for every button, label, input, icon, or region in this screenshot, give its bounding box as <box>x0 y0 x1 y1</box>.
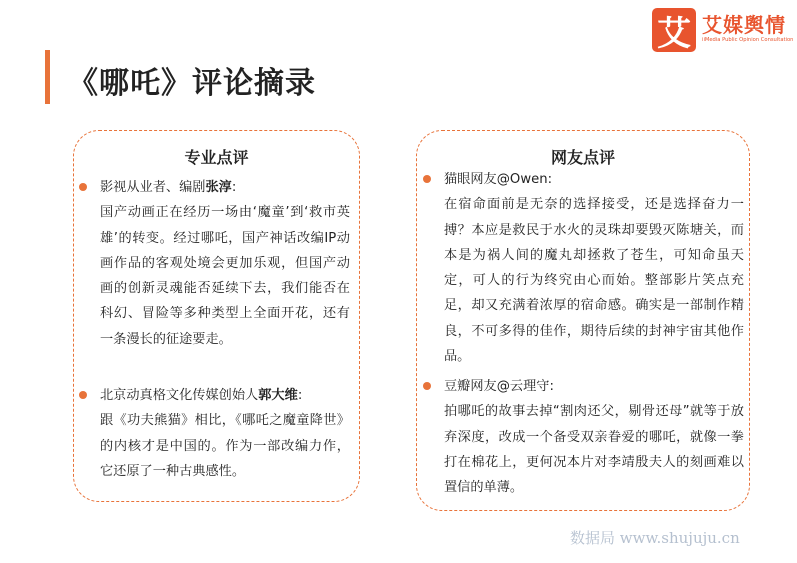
reviewer-name: 豆瓣网友@云理守: <box>444 379 554 394</box>
watermark: 数据局 www.shujuju.cn <box>570 529 740 547</box>
bullet-icon <box>423 175 431 183</box>
review-comment: 国产动画正在经历一场由‘魔童’到‘救市英雄’的转变。经过哪吒，国产神话改编IP动画作品的客观处境会更加乐观，但国产动画的创新灵魂能否延续下去，我们能否在科幻、冒险等多种类型上全面开花，还有一条漫长的征途要走。 <box>100 205 350 347</box>
review-comment: 拍哪吒的故事去掉“割肉还父，剔骨还母”就等于放弃深度，改成一个备受双亲眷爱的哪吒，就像一拳打在棉花上，更何况本片对李靖殷夫人的刻画难以置信的单薄。 <box>444 404 744 496</box>
review-entry <box>100 175 350 352</box>
review-entry <box>100 383 350 484</box>
reviewer-line <box>444 374 744 399</box>
logo-subtitle: iiMedia Public Opinion Consultation <box>702 37 794 43</box>
panel-title: 网友点评 <box>550 148 615 167</box>
netizen-reviews-panel <box>416 130 750 511</box>
logo-name: 艾媒舆情 <box>702 13 786 37</box>
bullet-icon <box>79 391 87 399</box>
review-comment: 跟《功夫熊猫》相比，《哪吒之魔童降世》的内核才是中国的。作为一部改编力作，它还原了一种古典感性。 <box>100 413 350 479</box>
reviewer-title: 北京动真格文化传媒创始人 <box>100 388 259 403</box>
reviewer-title: 影视从业者、编剧 <box>100 180 206 195</box>
reviewer-line <box>100 383 350 408</box>
reviewer-name: 郭大维 <box>258 388 298 403</box>
brand-logo <box>652 8 797 56</box>
reviewer-name: 猫眼网友@Owen: <box>444 172 553 187</box>
professional-reviews-panel <box>73 130 360 502</box>
page-title: 《哪吒》评论摘录 <box>68 66 316 101</box>
bullet-icon <box>79 183 87 191</box>
reviewer-colon: : <box>231 180 237 195</box>
review-entry <box>444 167 744 369</box>
reviewer-name: 张淳 <box>205 180 232 195</box>
review-entry <box>444 374 744 500</box>
logo-mark-icon: 艾 <box>652 8 696 52</box>
reviewer-line <box>444 167 744 192</box>
review-comment: 在宿命面前是无奈的选择接受，还是选择奋力一搏？本应是救民于水火的灵珠却要毁灭陈塘关，而本是为祸人间的魔丸却拯救了苍生，可知命虽天定，可人的行为终究由心而始。整部影片笑点充足，却又充满着浓厚的宿命感。确实是一部制作精良，不可多得的佳作，期待后续的封神宇宙其他作品。 <box>444 197 744 365</box>
panel-title: 专业点评 <box>184 148 249 167</box>
bullet-icon <box>423 382 431 390</box>
reviewer-line <box>100 175 350 200</box>
title-accent-bar <box>45 50 50 104</box>
reviewer-colon: : <box>297 388 303 403</box>
